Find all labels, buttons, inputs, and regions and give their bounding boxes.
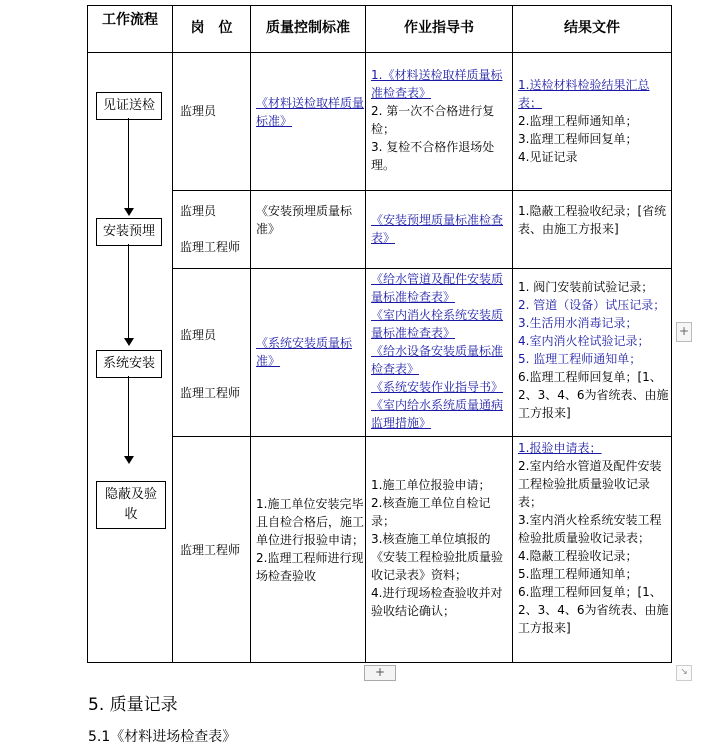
row4-result-item: 3.室内消火栓系统安装工程检验批质量验收记录表； [518, 513, 662, 545]
row4-result-item[interactable]: 1.报验申请表； [518, 441, 602, 455]
header-result: 结果文件 [564, 20, 620, 36]
row4-result [518, 439, 670, 637]
row1-standard-link[interactable]: 《材料送检取样质量标准》 [256, 96, 365, 128]
row1-guide-item[interactable]: 1.《材料送检取样质量标准检查表》 [371, 68, 503, 100]
row4-post: 监理工程师 [180, 543, 241, 557]
row3-result-item: 6.监理工程师回复单；[1、2、3、4、6为省统表、由施工方报来] [518, 370, 669, 420]
add-column-button[interactable]: + [676, 322, 692, 342]
row4-guide [371, 476, 509, 620]
row4-result-item: 4.隐蔽工程验收记录； [518, 549, 638, 563]
row3-result-item: 4.室内消火栓试验记录； [518, 334, 650, 348]
row3-guide-item[interactable]: 《系统安装作业指导书》 [371, 380, 504, 394]
add-row-button[interactable]: + [364, 665, 396, 681]
flow-arrow [128, 244, 129, 340]
row2-result: 1.隐蔽工程验收纪录；[省统表、由施工方报来] [518, 204, 667, 236]
row2-post: 监理工程师 [180, 240, 241, 254]
flow-step-install: 系统安装 [96, 350, 162, 378]
row1-result-item[interactable]: 1.送检材料检验结果汇总表； [518, 78, 650, 110]
row3-post: 监理员 [180, 328, 217, 342]
row1-post: 监理员 [180, 104, 217, 118]
row2-guide-link[interactable]: 《安装预埋质量标准检查表》 [371, 213, 504, 245]
header-post: 岗 位 [190, 20, 233, 36]
flow-arrow [128, 118, 129, 210]
row3-result-item: 5. 监理工程师通知单； [518, 352, 642, 366]
arrow-down-icon [124, 338, 134, 346]
row3-result [518, 278, 670, 422]
flow-step-embed: 安装预埋 [96, 218, 162, 246]
row1-result-item: 3.监理工程师回复单； [518, 132, 638, 146]
row3-result-item: 2. 管道（设备）试压记录； [518, 298, 666, 312]
row2-standard: 《安装预埋质量标准》 [256, 204, 353, 236]
flow-step-sample-test: 见证送检 [96, 92, 162, 120]
row4-result-item: 6.监理工程师回复单；[1、2、3、4、6为省统表、由施工方报来] [518, 585, 669, 635]
row3-post: 监理工程师 [180, 386, 241, 400]
row1-guide-item: 2. 第一次不合格进行复检； [371, 104, 495, 136]
row4-result-item: 2.室内给水管道及配件安装工程检验批质量验收记录表； [518, 459, 662, 509]
row2-post: 监理员 [180, 204, 217, 218]
row3-guide-item[interactable]: 《室内消火栓系统安装质量标准检查表》 [371, 308, 504, 340]
row3-guide-item[interactable]: 《给水设备安装质量标准检查表》 [371, 344, 504, 376]
row1-result-item: 2.监理工程师通知单； [518, 114, 638, 128]
row4-standard-item: 2.监理工程师进行现场检查验收 [256, 551, 364, 583]
row4-guide-item: 3.核查施工单位填报的《安装工程检验批质量验收记录表》资料； [371, 532, 504, 582]
row1-guide [371, 66, 509, 174]
row4-guide-item: 4.进行现场检查验收并对验收结论确认； [371, 586, 503, 618]
row3-standard-link[interactable]: 《系统安装质量标准》 [256, 336, 353, 368]
section-heading: 5. 质量记录 [88, 695, 178, 715]
flow-arrow [128, 376, 129, 458]
row4-standard [256, 495, 364, 585]
row4-standard-item: 1.施工单位安装完毕且自检合格后，施工单位进行报验申请； [256, 497, 365, 547]
subsection-heading: 5.1《材料进场检查表》 [88, 729, 237, 745]
row3-result-item: 1. 阀门安装前试验记录； [518, 280, 654, 294]
header-standard: 质量控制标准 [266, 20, 350, 36]
row3-guide [371, 270, 509, 432]
row1-result-item: 4.见证记录 [518, 150, 578, 164]
row1-result [518, 76, 670, 166]
row3-guide-item[interactable]: 《给水管道及配件安装质量标准检查表》 [371, 272, 504, 304]
flow-step-acceptance: 隐蔽及验收 [96, 481, 166, 529]
header-process: 工作流程 [102, 12, 158, 28]
row4-result-item: 5.监理工程师通知单； [518, 567, 638, 581]
header-guide: 作业指导书 [404, 20, 474, 36]
row1-guide-item: 3. 复检不合格作退场处理。 [371, 140, 495, 172]
arrow-down-icon [124, 456, 134, 464]
row4-guide-item: 1.施工单位报验申请； [371, 478, 491, 492]
row4-guide-item: 2.核查施工单位自检记录； [371, 496, 491, 528]
row2-posts [180, 193, 240, 265]
row3-guide-item[interactable]: 《室内给水系统质量通病监理措施》 [371, 398, 504, 430]
table-resize-handle[interactable]: ↘ [676, 665, 692, 681]
arrow-down-icon [124, 208, 134, 216]
row3-posts [180, 306, 240, 422]
row3-result-item: 3.生活用水消毒记录； [518, 316, 638, 330]
